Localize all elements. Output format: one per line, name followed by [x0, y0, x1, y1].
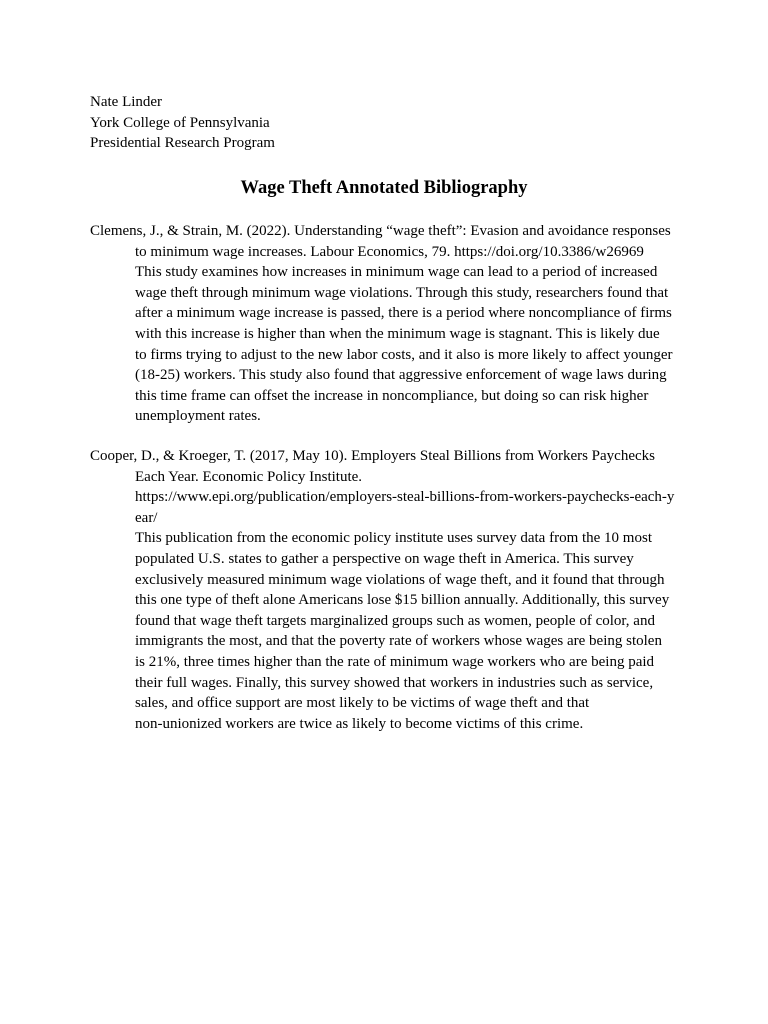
citation-line: Cooper, D., & Kroeger, T. (2017, May 10). Employers Steal Billions from Workers Paychecks	[90, 448, 655, 464]
annotation-line: unemployment rates.	[135, 408, 261, 425]
annotation-line: with this increase is higher than when the minimum wage is stagnant. This is likely due	[135, 325, 660, 342]
annotation-line: This study examines how increases in minimum wage can lead to a period of increased	[135, 264, 658, 281]
annotation-line: this time frame can offset the increase in noncompliance, but doing so can risk higher	[135, 387, 649, 404]
annotation-line: immigrants the most, and that the poverty rate of workers whose wages are being stolen	[135, 633, 662, 650]
annotation-line: this one type of theft alone Americans lose $15 billion annually. Additionally, this survey	[135, 592, 670, 609]
annotation-line: to firms trying to adjust to the new labor costs, and it also is more likely to affect younger	[135, 346, 673, 363]
annotation-line: is 21%, three times higher than the rate of minimum wage workers who are being paid	[135, 653, 655, 670]
bibliography-entry	[90, 446, 690, 734]
annotation-line: found that wage theft targets marginalized groups such as women, people of color, and	[135, 612, 655, 629]
citation-url-line: ear/	[135, 509, 158, 526]
author-block	[90, 92, 275, 154]
citation-line: Clemens, J., & Strain, M. (2022). Understanding “wage theft”: Evasion and avoidance responses	[90, 223, 671, 239]
annotation-line: their full wages. Finally, this survey showed that workers in industries such as service,	[135, 674, 654, 691]
annotation-line: sales, and office support are most likely to be victims of wage theft and that	[135, 695, 590, 712]
citation-line: Each Year. Economic Policy Institute.	[135, 468, 363, 485]
annotation-line: This publication from the economic policy institute uses survey data from the 10 most	[135, 530, 652, 547]
annotation-line: (18-25) workers. This study also found that aggressive enforcement of wage laws during	[135, 367, 667, 384]
citation-url-line: https://www.epi.org/publication/employers-steal-billions-from-workers-paychecks-each-y	[135, 489, 675, 506]
document-title: Wage Theft Annotated Bibliography	[240, 178, 528, 198]
bibliography-entry	[90, 221, 690, 427]
citation-line: to minimum wage increases. Labour Economics, 79. https://doi.org/10.3386/w26969	[135, 243, 644, 260]
annotation-line: after a minimum wage increase is passed, there is a period where noncompliance of firms	[135, 305, 672, 322]
annotation-line: exclusively measured minimum wage violations of wage theft, and it found that through	[135, 571, 665, 588]
annotation-line: wage theft through minimum wage violations. Through this study, researchers found that	[135, 284, 669, 301]
annotation-line: populated U.S. states to gather a perspective on wage theft in America. This survey	[135, 550, 634, 567]
institution-name: York College of Pennsylvania	[90, 114, 270, 131]
annotation-line: non-unionized workers are twice as likely to become victims of this crime.	[135, 715, 584, 732]
program-name: Presidential Research Program	[90, 135, 275, 152]
author-name: Nate Linder	[90, 94, 163, 110]
